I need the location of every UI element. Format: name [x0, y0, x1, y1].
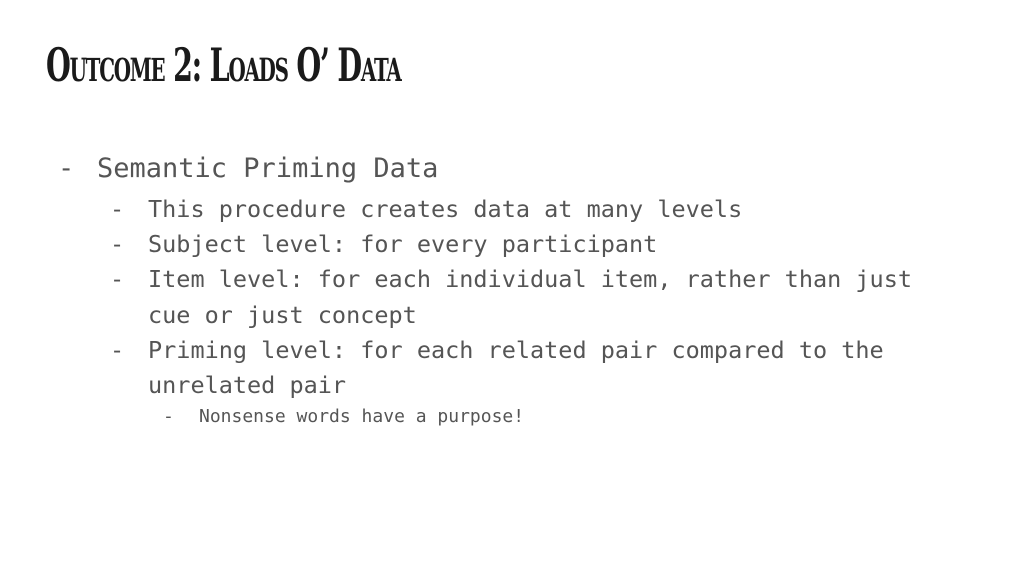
sub-bullet-item-level-line1: Item level: for each individual item, rather than just	[148, 265, 913, 293]
bullet-text: Semantic Priming Data	[97, 153, 439, 184]
sub-bullet-dash: -	[110, 195, 125, 223]
sub-bullet-dash: -	[110, 336, 125, 364]
sub-bullet-subject-level: Subject level: for every participant	[148, 230, 658, 258]
sub-sub-bullet-dash: -	[163, 406, 174, 427]
bullet-item-semantic-priming	[58, 152, 74, 186]
sub-bullet-dash: -	[110, 265, 125, 293]
sub-bullet-item-level-line2: cue or just concept	[148, 301, 417, 329]
bullet-dash: -	[58, 153, 75, 184]
sub-bullet-priming-level-line1: Priming level: for each related pair compared to the	[148, 336, 884, 364]
sub-bullet-dash: -	[110, 230, 125, 258]
slide-title: Outcome 2: Loads O’ Data	[46, 38, 401, 92]
sub-bullet-priming-level-line2: unrelated pair	[148, 371, 347, 399]
sub-sub-bullet-nonsense-words: Nonsense words have a purpose!	[199, 406, 525, 427]
sub-bullet-procedure: This procedure creates data at many levels	[148, 195, 743, 223]
